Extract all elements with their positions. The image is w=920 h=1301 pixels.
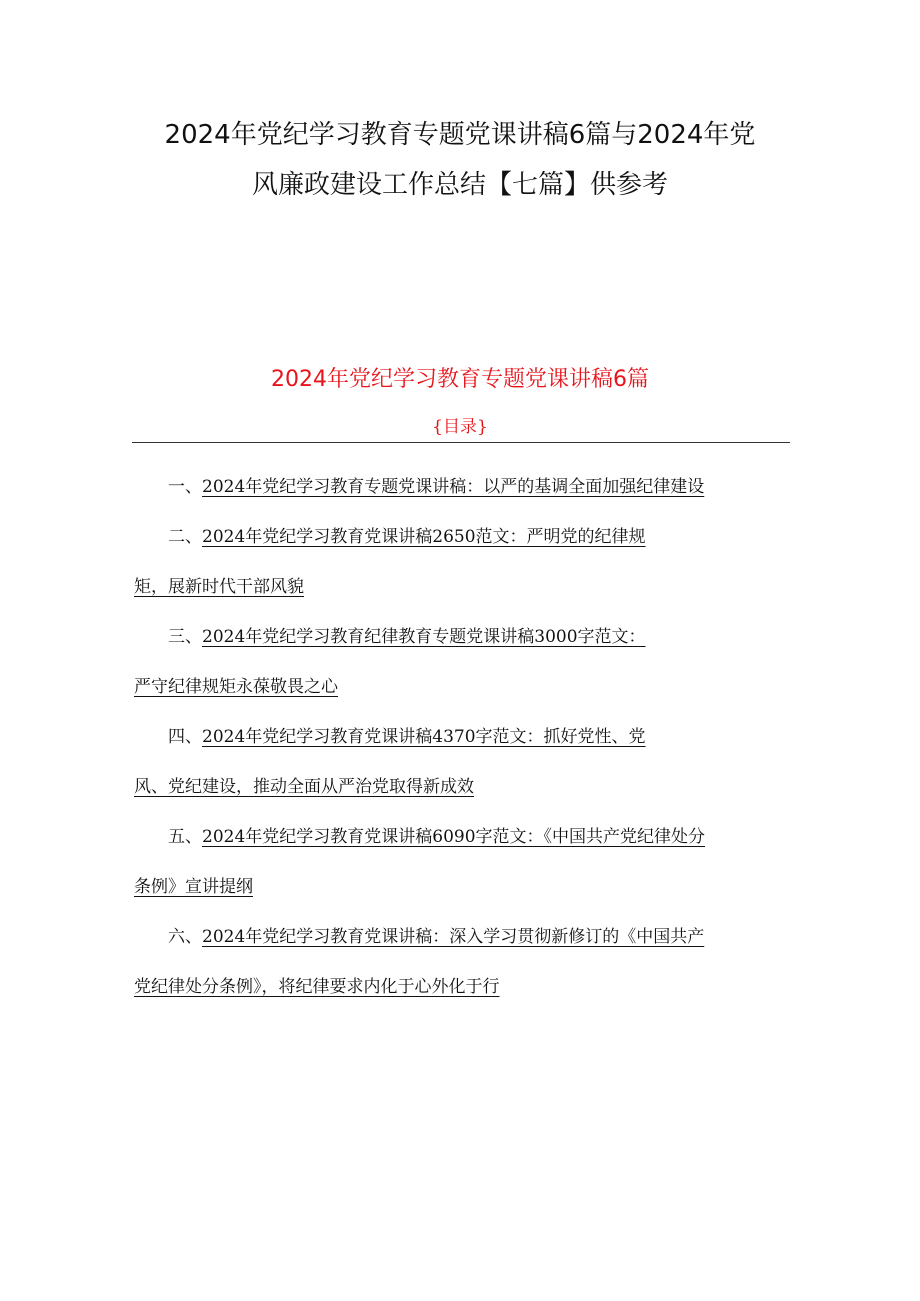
toc-link-continued[interactable]: 风、党纪建设，推动全面从严治党取得新成效 [134, 777, 474, 797]
divider-rule [132, 442, 790, 443]
toc-label: {目录} [432, 417, 488, 437]
toc-item-line-1 [134, 812, 794, 862]
toc-item-line-2 [134, 962, 794, 1012]
toc-item-number: 三、 [168, 627, 202, 647]
toc-item-line-1 [134, 512, 794, 562]
document-title-line-1: 2024年党纪学习教育专题党课讲稿6篇与2024年党 [164, 120, 756, 150]
toc-item-number: 六、 [168, 927, 202, 947]
toc-link[interactable]: 2024年党纪学习教育党课讲稿：深入学习贯彻新修订的《中国共产 [202, 927, 705, 947]
toc-item-line-2 [134, 662, 794, 712]
toc-item-number: 一、 [168, 477, 202, 497]
toc-link[interactable]: 2024年党纪学习教育党课讲稿2650范文：严明党的纪律规 [202, 527, 646, 547]
toc-item-line-2 [134, 862, 794, 912]
toc-item-1 [134, 462, 794, 512]
toc-link-continued[interactable]: 矩，展新时代干部风貌 [134, 577, 304, 597]
toc-link[interactable]: 2024年党纪学习教育党课讲稿6090字范文：《中国共产党纪律处分 [202, 827, 706, 847]
toc-item-3 [134, 612, 794, 712]
toc-item-6 [134, 912, 794, 1012]
toc-item-number: 五、 [168, 827, 202, 847]
toc-item-5 [134, 812, 794, 912]
toc-item-line-1 [134, 712, 794, 762]
toc-item-line-2 [134, 562, 794, 612]
toc-item-2 [134, 512, 794, 612]
toc-link-continued[interactable]: 严守纪律规矩永葆敬畏之心 [134, 677, 338, 697]
toc-link-continued[interactable]: 党纪律处分条例》，将纪律要求内化于心外化于行 [134, 977, 500, 997]
document-title-line-2: 风廉政建设工作总结【七篇】供参考 [251, 170, 668, 200]
table-of-contents [134, 462, 794, 1012]
toc-item-line-2 [134, 762, 794, 812]
section-title: 2024年党纪学习教育专题党课讲稿6篇 [271, 367, 649, 392]
toc-link[interactable]: 2024年党纪学习教育党课讲稿4370字范文：抓好党性、党 [202, 727, 646, 747]
toc-link[interactable]: 2024年党纪学习教育专题党课讲稿：以严的基调全面加强纪律建设 [202, 477, 705, 497]
toc-item-number: 二、 [168, 527, 202, 547]
toc-item-line-1 [134, 912, 794, 962]
toc-link-continued[interactable]: 条例》宣讲提纲 [134, 877, 253, 897]
toc-item-number: 四、 [168, 727, 202, 747]
toc-item-line-1 [134, 612, 794, 662]
toc-link[interactable]: 2024年党纪学习教育纪律教育专题党课讲稿3000字范文： [202, 627, 646, 647]
toc-item-line-1 [134, 462, 794, 512]
toc-item-4 [134, 712, 794, 812]
